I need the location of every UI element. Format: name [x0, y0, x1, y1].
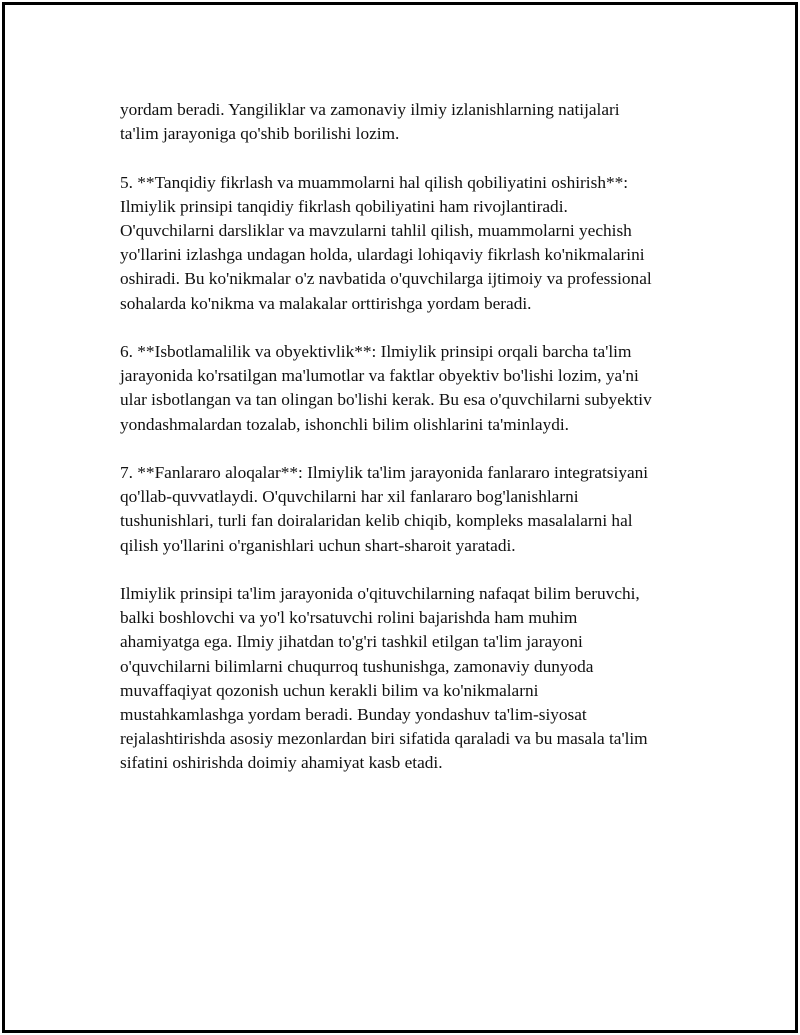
paragraph-item-7: [120, 461, 720, 558]
text-line: oshiradi. Bu ko'nikmalar o'z navbatida o'quvchilarga ijtimoiy va professional: [120, 269, 652, 289]
text-line: 7. **Fanlararo aloqalar**: Ilmiylik ta'lim jarayonida fanlararo integratsiyani: [120, 463, 649, 482]
text-line: jarayonida ko'rsatilgan ma'lumotlar va faktlar obyektiv bo'lishi lozim, ya'ni: [120, 366, 639, 386]
paragraph-conclusion: [120, 582, 720, 776]
text-line: muvaffaqiyat qozonish uchun kerakli bilim va ko'nikmalarni: [120, 680, 539, 700]
text-line: sohalarda ko'nikma va malakalar orttirishga yordam beradi.: [120, 293, 532, 313]
text-line: ular isbotlangan va tan olingan bo'lishi kerak. Bu esa o'quvchilarni subyektiv: [120, 390, 652, 410]
text-line: Ilmiylik prinsipi tanqidiy fikrlash qobiliyatini ham rivojlantiradi.: [120, 196, 568, 216]
text-line: O'quvchilarni darsliklar va mavzularni tahlil qilish, muammolarni yechish: [120, 221, 632, 240]
paragraph-item-5: [120, 171, 720, 316]
text-line: rejalashtirishda asosiy mezonlardan biri sifatida qaraladi va bu masala ta'lim: [120, 729, 648, 749]
text-line: 5. **Tanqidiy fikrlash va muammolarni hal qilish qobiliyatini oshirish**:: [120, 172, 629, 192]
text-line: o'quvchilarni bilimlarni chuqurroq tushunishga, zamonaviy dunyoda: [120, 656, 594, 676]
text-line: ta'lim jarayoniga qo'shib borilishi lozim.: [120, 124, 400, 144]
text-line: ahamiyatga ega. Ilmiy jihatdan to'g'ri tashkil etilgan ta'lim jarayoni: [120, 632, 583, 652]
text-line: qilish yo'llarini o'rganishlari uchun shart-sharoit yaratadi.: [120, 535, 516, 555]
paragraph-item-6: [120, 340, 720, 437]
document-body: [120, 98, 720, 800]
text-line: yordam beradi. Yangiliklar va zamonaviy ilmiy izlanishlarning natijalari: [120, 100, 620, 119]
text-line: 6. **Isbotlamalilik va obyektivlik**: Ilmiylik prinsipi orqali barcha ta'lim: [120, 342, 632, 361]
text-line: mustahkamlashga yordam beradi. Bunday yondashuv ta'lim-siyosat: [120, 705, 587, 725]
text-line: balki boshlovchi va yo'l ko'rsatuvchi rolini bajarishda ham muhim: [120, 608, 578, 628]
text-line: Ilmiylik prinsipi ta'lim jarayonida o'qituvchilarning nafaqat bilim beruvchi,: [120, 584, 640, 603]
page-frame: [2, 2, 798, 1033]
text-line: yondashmalardan tozalab, ishonchli bilim olishlarini ta'minlaydi.: [120, 414, 569, 434]
text-line: sifatini oshirishda doimiy ahamiyat kasb etadi.: [120, 753, 443, 773]
text-line: yo'llarini izlashga undagan holda, ulardagi lohiqaviy fikrlash ko'nikmalarini: [120, 245, 645, 265]
paragraph-intro-continuation: [120, 98, 720, 146]
text-line: tushunishlari, turli fan doiralaridan kelib chiqib, kompleks masalalarni hal: [120, 511, 633, 531]
text-line: qo'llab-quvvatlaydi. O'quvchilarni har xil fanlararo bog'lanishlarni: [120, 487, 579, 507]
